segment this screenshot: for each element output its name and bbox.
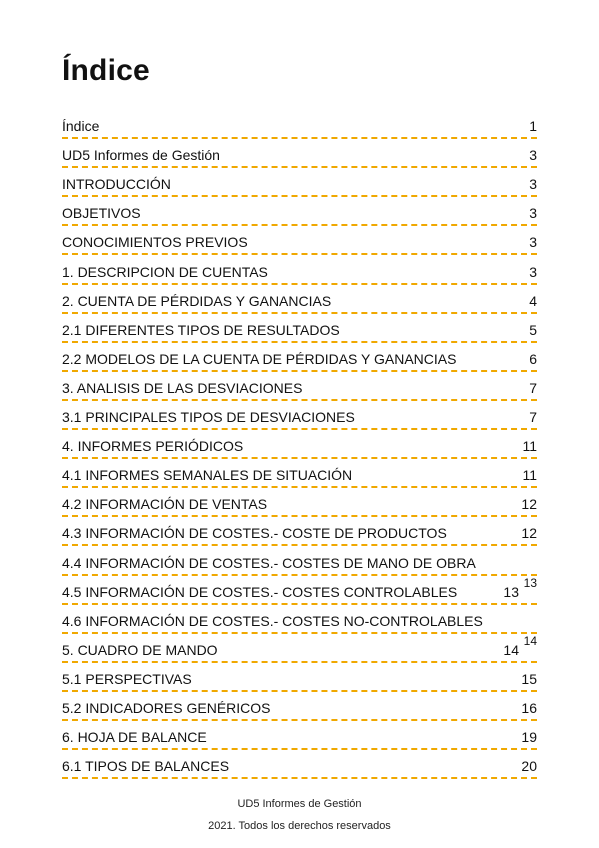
- toc-page-number: 1: [529, 118, 537, 135]
- footer-copyright: 2021. Todos los derechos reservados: [208, 820, 391, 832]
- toc-entry[interactable]: [62, 517, 537, 546]
- toc-entry-link[interactable]: 5.2 INDICADORES GENÉRICOS: [62, 699, 271, 716]
- toc-page-number: 12: [521, 496, 537, 513]
- toc-entry[interactable]: [62, 168, 537, 197]
- toc-entry-link[interactable]: Índice: [62, 118, 100, 135]
- toc-entry[interactable]: [62, 226, 537, 255]
- toc-entry[interactable]: [62, 401, 537, 430]
- toc-entry[interactable]: [62, 343, 537, 372]
- toc-entry-link[interactable]: 4. INFORMES PERIÓDICOS: [62, 438, 244, 455]
- toc-entry[interactable]: [62, 605, 537, 634]
- toc-entry-link[interactable]: 2.1 DIFERENTES TIPOS DE RESULTADOS: [62, 321, 340, 338]
- toc-entry[interactable]: [62, 546, 537, 575]
- toc-entry[interactable]: [62, 430, 537, 459]
- table-of-contents: [62, 110, 537, 779]
- toc-entry[interactable]: [62, 576, 537, 605]
- toc-page-number: 19: [521, 729, 537, 746]
- toc-entry-link[interactable]: 4.4 INFORMACIÓN DE COSTES.- COSTES DE MANO DE OBRA: [62, 554, 476, 571]
- toc-entry-link[interactable]: 5. CUADRO DE MANDO: [62, 641, 218, 658]
- toc-entry[interactable]: [62, 314, 537, 343]
- toc-page-number: 16: [521, 699, 537, 716]
- page-title: Índice: [62, 54, 150, 87]
- toc-entry-link[interactable]: CONOCIMIENTOS PREVIOS: [62, 234, 248, 251]
- toc-entry-link[interactable]: 4.3 INFORMACIÓN DE COSTES.- COSTE DE PRODUCTOS: [62, 525, 447, 542]
- toc-entry-link[interactable]: 6. HOJA DE BALANCE: [62, 729, 207, 746]
- toc-entry-link[interactable]: 2. CUENTA DE PÉRDIDAS Y GANANCIAS: [62, 292, 332, 309]
- toc-entry[interactable]: [62, 750, 537, 779]
- toc-page-number: 3: [529, 205, 537, 222]
- toc-page-number: 7: [529, 409, 537, 426]
- toc-entry[interactable]: [62, 692, 537, 721]
- toc-entry[interactable]: [62, 372, 537, 401]
- toc-entry-link[interactable]: 4.5 INFORMACIÓN DE COSTES.- COSTES CONTROLABLES: [62, 583, 458, 600]
- toc-entry-link[interactable]: INTRODUCCIÓN: [62, 176, 171, 193]
- toc-entry[interactable]: [62, 634, 537, 663]
- toc-entry[interactable]: [62, 488, 537, 517]
- toc-page-number: 6: [529, 350, 537, 367]
- toc-entry-link[interactable]: 4.6 INFORMACIÓN DE COSTES.- COSTES NO-CONTROLABLES: [62, 612, 483, 629]
- toc-page-number: 4: [529, 292, 537, 309]
- toc-entry[interactable]: [62, 110, 537, 139]
- toc-entry-link[interactable]: 2.2 MODELOS DE LA CUENTA DE PÉRDIDAS Y GANANCIAS: [62, 350, 457, 367]
- toc-page-number: 15: [521, 670, 537, 687]
- toc-page-number: 11: [522, 467, 537, 484]
- toc-page-number: 3: [529, 176, 537, 193]
- toc-entry[interactable]: [62, 197, 537, 226]
- toc-entry[interactable]: [62, 663, 537, 692]
- toc-page-number: 3: [529, 147, 537, 164]
- toc-entry-link[interactable]: UD5 Informes de Gestión: [62, 147, 220, 164]
- toc-page-number: 12: [521, 525, 537, 542]
- toc-page-number: 14: [503, 641, 519, 658]
- toc-entry-link[interactable]: OBJETIVOS: [62, 205, 141, 222]
- toc-entry[interactable]: [62, 139, 537, 168]
- toc-entry-link[interactable]: 3. ANALISIS DE LAS DESVIACIONES: [62, 379, 303, 396]
- toc-entry-link[interactable]: 4.1 INFORMES SEMANALES DE SITUACIÓN: [62, 467, 353, 484]
- toc-entry-link[interactable]: 4.2 INFORMACIÓN DE VENTAS: [62, 496, 268, 513]
- toc-page-number: 11: [522, 438, 537, 455]
- toc-page-number: 7: [529, 379, 537, 396]
- toc-entry-link[interactable]: 3.1 PRINCIPALES TIPOS DE DESVIACIONES: [62, 409, 355, 426]
- toc-page-number-superscript: 14: [523, 633, 537, 648]
- toc-entry[interactable]: [62, 721, 537, 750]
- toc-entry-link[interactable]: 6.1 TIPOS DE BALANCES: [62, 758, 230, 775]
- footer-document-title: UD5 Informes de Gestión: [237, 798, 362, 810]
- toc-entry[interactable]: [62, 255, 537, 284]
- toc-entry-link[interactable]: 5.1 PERSPECTIVAS: [62, 670, 192, 687]
- toc-entry[interactable]: [62, 459, 537, 488]
- toc-page-number-superscript: 13: [523, 575, 537, 590]
- toc-page-number: 20: [521, 758, 537, 775]
- toc-entry[interactable]: [62, 285, 537, 314]
- toc-page-number: 3: [529, 234, 537, 251]
- toc-page-number: 3: [529, 263, 537, 280]
- toc-page-number: 5: [529, 321, 537, 338]
- toc-entry-link[interactable]: 1. DESCRIPCION DE CUENTAS: [62, 263, 268, 280]
- toc-page-number: 13: [503, 583, 519, 600]
